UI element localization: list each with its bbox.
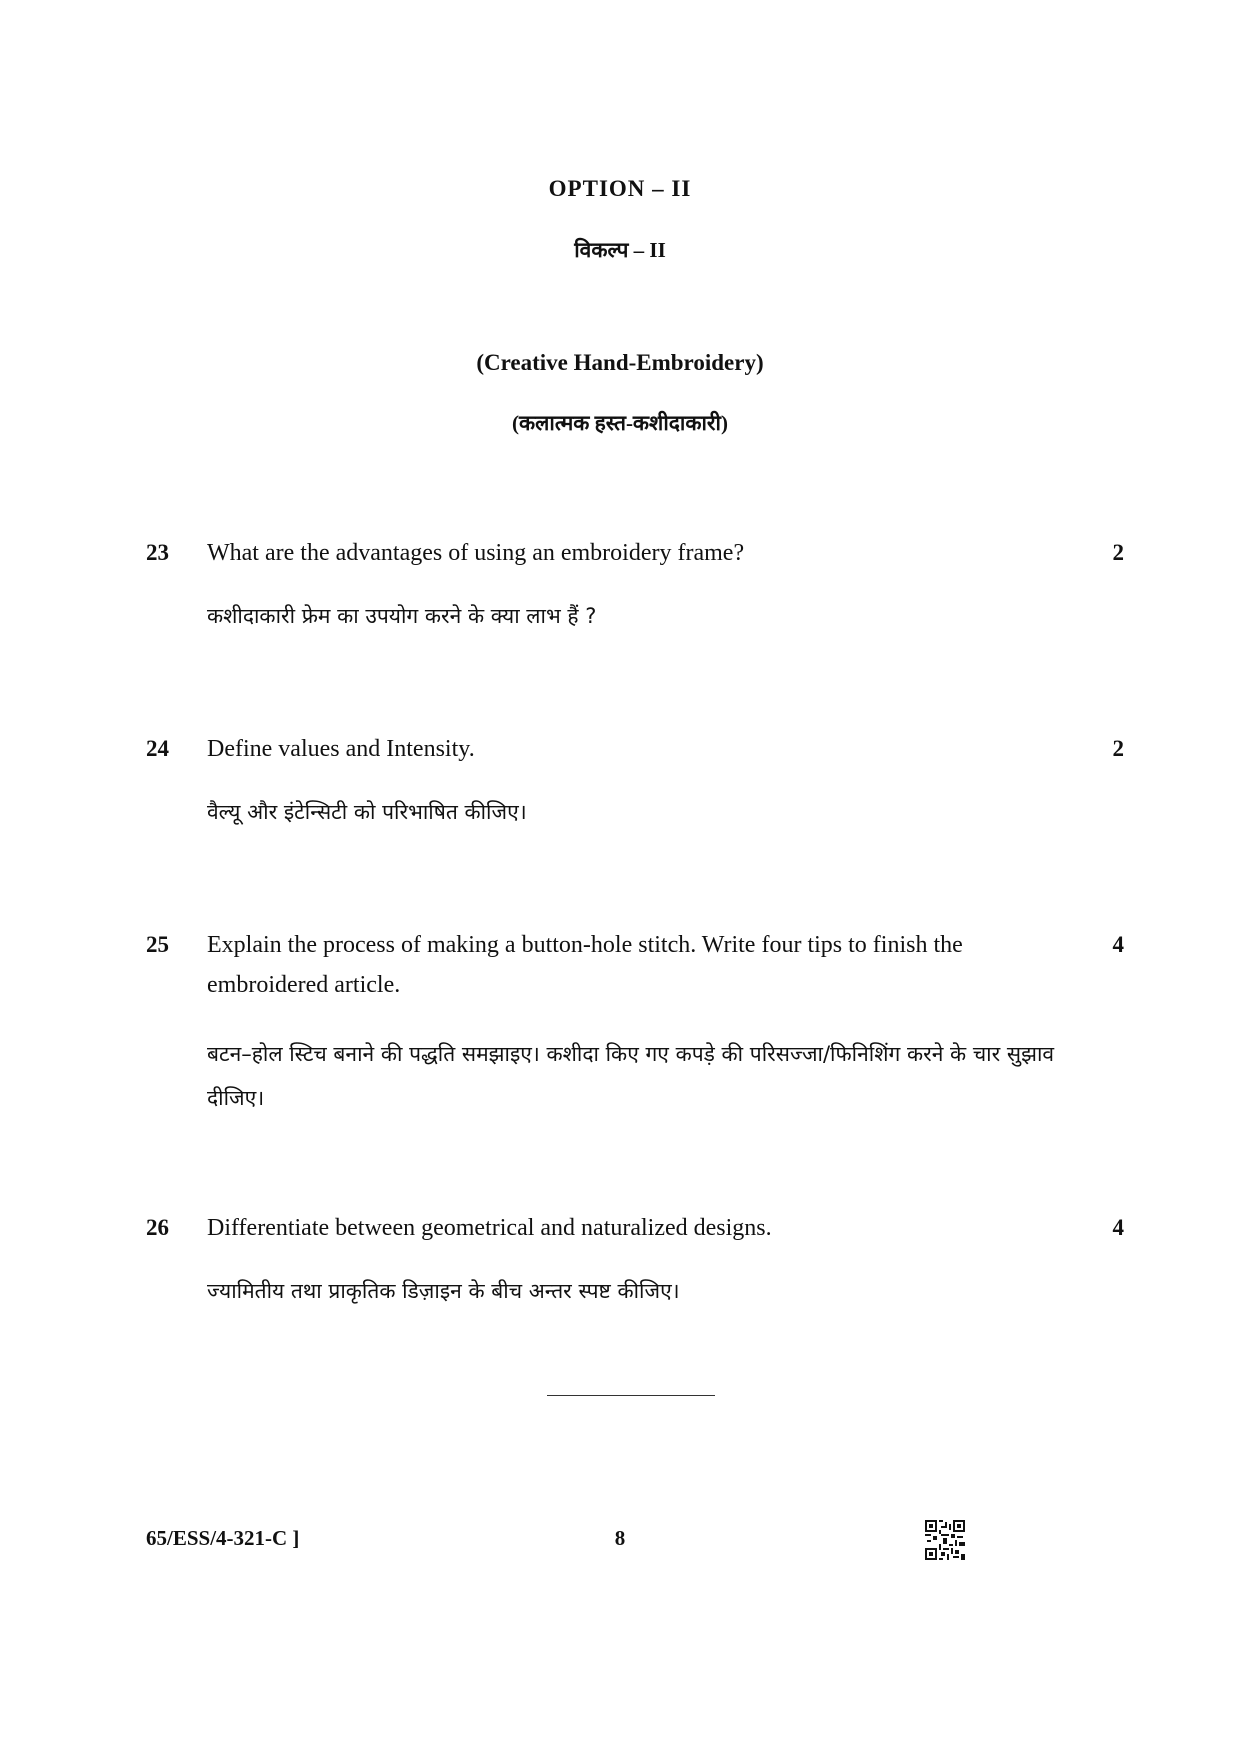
end-rule-divider: [547, 1395, 715, 1396]
page-number: 8: [614, 1526, 626, 1550]
question-marks: 4: [1112, 932, 1124, 957]
section-title-hindi: (कलात्मक हस्त-कशीदाकारी): [512, 411, 728, 435]
question-text: What are the advantages of using an embroidery frame?: [207, 540, 745, 566]
question-text-hindi: कशीदाकारी फ्रेम का उपयोग करने के क्या लाभ हैं ?: [207, 604, 597, 628]
question-marks: 4: [1112, 1215, 1124, 1240]
question-number: 25: [146, 932, 169, 957]
question-text-hindi: वैल्यू और इंटेन्सिटी को परिभाषित कीजिए।: [207, 800, 527, 824]
question-number: 23: [146, 540, 169, 565]
question-marks: 2: [1112, 736, 1124, 761]
question-number: 24: [146, 736, 169, 761]
option-heading-hindi: विकल्प – II: [574, 238, 666, 262]
question-text-hindi: ज्यामितीय तथा प्राकृतिक डिज़ाइन के बीच अन्तर स्पष्ट कीजिए।: [207, 1279, 680, 1303]
qr-code-icon: [925, 1520, 965, 1560]
section-title: (Creative Hand-Embroidery): [476, 350, 764, 375]
question-number: 26: [146, 1215, 169, 1240]
paper-code: 65/ESS/4-321-C ]: [146, 1526, 300, 1550]
question-marks: 2: [1112, 540, 1124, 565]
question-text: Define values and Intensity.: [207, 736, 475, 762]
option-heading: OPTION – II: [548, 176, 692, 201]
question-text: Explain the process of making a button-hole stitch. Write four tips to finish the embroidered article.: [207, 932, 963, 998]
question-text-hindi: बटन–होल स्टिच बनाने की पद्धति समझाइए। कशीदा किए गए कपड़े की परिसज्जा/फिनिशिंग करने के चार सुझाव दीजिए।: [207, 1042, 1055, 1110]
question-text: Differentiate between geometrical and naturalized designs.: [207, 1215, 772, 1241]
